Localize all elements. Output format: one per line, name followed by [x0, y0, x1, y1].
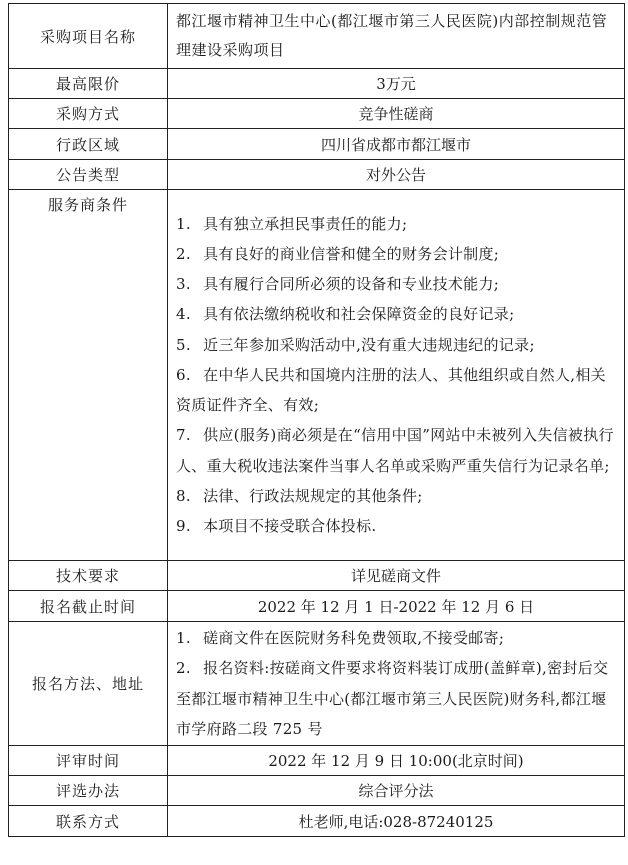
notice-type-value: 对外公告 [168, 160, 625, 190]
condition-item: 8. 法律、行政法规规定的其他条件; [176, 486, 423, 505]
signup-list [168, 623, 624, 744]
signup-item: 2. 报名资料:按磋商文件要求将资料装订成册(盖鲜章),密封后交至都江堰市精神卫生中心(都江堰市第三人民医院)财务科,都江堰市学府路二段 725 号 [176, 659, 609, 738]
condition-item: 2. 具有良好的商业信誉和健全的财务会计制度; [176, 245, 500, 264]
notice-type-label: 公告类型 [9, 160, 168, 190]
deadline-value: 2022 年 12 月 1 日-2022 年 12 月 6 日 [168, 591, 625, 622]
deadline-label: 报名截止时间 [9, 591, 168, 622]
condition-item: 9. 本项目不接受联合体投标. [176, 516, 377, 535]
review-time-value: 2022 年 12 月 9 日 10:00(北京时间) [168, 746, 625, 776]
row-review-time [9, 746, 625, 776]
signup-item: 1. 磋商文件在医院财务科免费领取,不接受邮寄; [176, 629, 505, 648]
signup-label: 报名方法、地址 [9, 622, 168, 746]
row-contact [9, 806, 625, 837]
review-time-label: 评审时间 [9, 746, 168, 776]
condition-item: 6. 在中华人民共和国境内注册的法人、其他组织或自然人,相关资质证件齐全、有效; [176, 365, 606, 415]
row-conditions [9, 190, 625, 561]
method-label: 采购方式 [9, 99, 168, 129]
max-price-value: 3万元 [168, 69, 625, 99]
project-name-label: 采购项目名称 [9, 4, 168, 69]
region-value: 四川省成都市都江堰市 [168, 129, 625, 160]
row-tech-req [9, 561, 625, 591]
procurement-table [8, 3, 625, 837]
row-max-price [9, 69, 625, 99]
region-label: 行政区域 [9, 129, 168, 160]
condition-item: 5. 近三年参加采购活动中,没有重大违规违纪的记录; [176, 335, 535, 354]
row-region [9, 129, 625, 160]
condition-item: 1. 具有独立承担民事责任的能力; [176, 214, 408, 233]
contact-value: 杜老师,电话:028-87240125 [168, 806, 625, 837]
row-method [9, 99, 625, 129]
row-notice-type [9, 160, 625, 190]
row-signup [9, 622, 625, 746]
condition-item: 4. 具有依法缴纳税收和社会保障资金的良好记录; [176, 305, 515, 324]
project-name-value: 都江堰市精神卫生中心(都江堰市第三人民医院)内部控制规范管理建设采购项目 [168, 4, 625, 69]
row-deadline [9, 591, 625, 622]
conditions-list [168, 209, 624, 541]
condition-item: 3. 具有履行合同所必须的设备和专业技术能力; [176, 275, 500, 294]
row-evaluation [9, 776, 625, 806]
conditions-value [168, 190, 625, 561]
conditions-label: 服务商条件 [9, 190, 168, 561]
tech-req-label: 技术要求 [9, 561, 168, 591]
condition-item: 7. 供应(服务)商必须是在“信用中国”网站中未被列入失信被执行人、重大税收违法案件当事人名单或采购严重失信行为记录名单; [176, 426, 614, 475]
evaluation-label: 评选办法 [9, 776, 168, 806]
contact-label: 联系方式 [9, 806, 168, 837]
evaluation-value: 综合评分法 [168, 776, 625, 806]
tech-req-value: 详见磋商文件 [168, 561, 625, 591]
method-value: 竞争性磋商 [168, 99, 625, 129]
row-project-name [9, 4, 625, 69]
max-price-label: 最高限价 [9, 69, 168, 99]
signup-value [168, 622, 625, 746]
